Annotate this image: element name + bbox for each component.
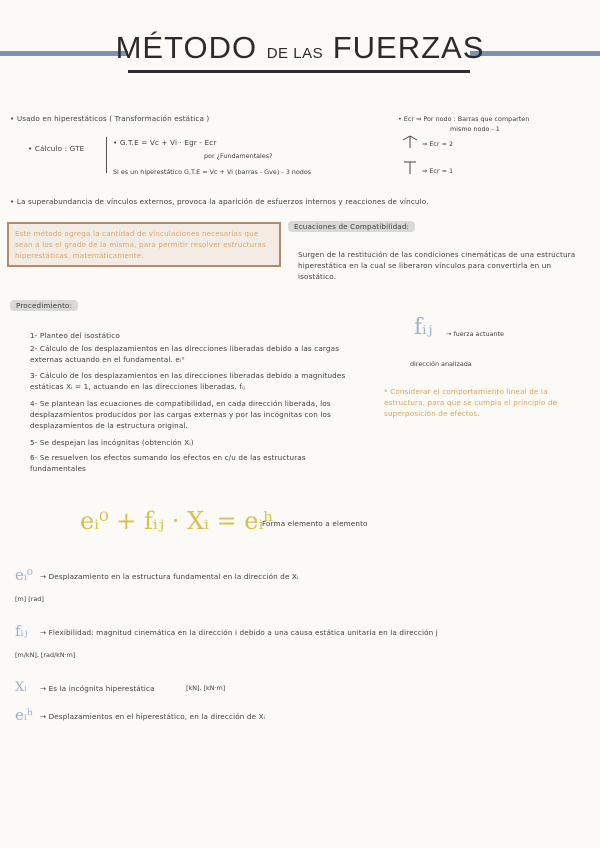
def-text-0: → Desplazamiento en la estructura fundamental en la dirección de Xᵢ	[40, 572, 299, 581]
proc-step-1: 1- Planteo del isostático	[30, 331, 120, 340]
proc-step-4: 4- Se plantean las ecuaciones de compatibilidad, en cada dirección liberada, los desplazamientos producidos por las cargas externas y por las incógnitas con los desplazamientos de la estructura original.	[30, 399, 331, 430]
ecr1: ⇒ Ecr = 1	[422, 167, 454, 175]
intro-gte-sub: por ¿Fundamentales?	[204, 152, 273, 160]
calc-brace	[106, 137, 107, 173]
def-text-1: → Flexibilidad: magnitud cinemática en la dirección i debido a una causa estática unitaria en la dirección j	[40, 628, 438, 637]
intro-calc: • Cálculo : GTE	[28, 144, 85, 153]
fij-right: → fuerza actuante	[446, 330, 504, 338]
def-unit-2: [kN], [kN·m]	[186, 684, 226, 692]
def-sym-1: fᵢⱼ	[15, 622, 28, 640]
compat-text: Surgen de la restitución de las condiciones cinemáticas de una estructura hiperestática en la cual se liberaron vínculos para convertirla en un isostático.	[298, 250, 576, 281]
node-icon-1	[400, 158, 420, 178]
def-unit-1: [m/kN], [rad/kN·m]	[15, 651, 76, 659]
superabundancia: • La superabundancia de vínculos externos, provoca la aparición de esfuerzos internos y reacciones de vínculo.	[10, 197, 429, 206]
intro-line1: • Usado en hiperestáticos ( Transformación estática )	[10, 114, 210, 123]
def-sym-0: eᵢ⁰	[15, 566, 33, 584]
def-unit-0: [m] [rad]	[15, 595, 44, 603]
ecr-line2: mismo nodo - 1	[450, 125, 500, 133]
proc-step-5: 5- Se despejan las incógnitas (obtención Xᵢ)	[30, 438, 194, 447]
intro-hiper: Si es un hiperestático G.T.E = Vc + Vi (barras - Gve) - 3 nodos	[113, 168, 312, 176]
def-sym-3: eᵢʰ	[15, 706, 34, 724]
ecr-line: • Ecr ⇒ Por nodo : Barras que comparten	[398, 115, 530, 123]
proc-step-3: 3- Cálculo de los desplazamientos en las direcciones liberadas debido a magnitudes estáticas Xᵢ = 1, actuando en las direcciones liberadas. fᵢⱼ	[30, 371, 346, 391]
node-icon-2	[400, 132, 420, 152]
ecr2: ⇒ Ecr = 2	[422, 140, 454, 148]
proc-heading: Procedimiento:	[10, 300, 78, 311]
note-box: Este método agrega la cantidad de vinculaciones necesarias que sean a los el grado de la misma, para permitir resolver estructuras hiperestáticas, matemáticamente.	[7, 222, 281, 267]
def-text-3: → Desplazamientos en el hiperestático, en la dirección de Xᵢ	[40, 712, 266, 721]
compat-heading: Ecuaciones de Compatibilidad:	[288, 221, 415, 232]
fij-symbol: fᵢⱼ	[414, 315, 433, 340]
formula-caption: Forma elemento a elemento	[262, 519, 368, 528]
title-underline	[128, 70, 470, 73]
def-sym-2: Xᵢ	[15, 680, 27, 695]
main-formula: eᵢ⁰ + fᵢⱼ · Xᵢ = eᵢʰ	[80, 507, 274, 535]
proc-step-2: 2- Cálculo de los desplazamientos en las direcciones liberadas debido a las cargas externas actuando en el fundamental. eᵢ⁰	[30, 344, 340, 364]
intro-gte: • G.T.E = Vc + Vi · Egr - Ecr	[113, 138, 217, 147]
def-text-2: → Es la incógnita hiperestática	[40, 684, 155, 693]
fij-below: dirección analizada	[410, 360, 472, 368]
fij-star-note: * Considerar el comportamiento lineal de la estructura, para que se cumpla el principio de superposición de efectos.	[384, 387, 558, 418]
page-title: MÉTODO DE LAS FUERZAS	[115, 30, 485, 65]
proc-step-6: 6- Se resuelven los efectos sumando los efectos en c/u de las estructuras fundamentales	[30, 453, 306, 473]
